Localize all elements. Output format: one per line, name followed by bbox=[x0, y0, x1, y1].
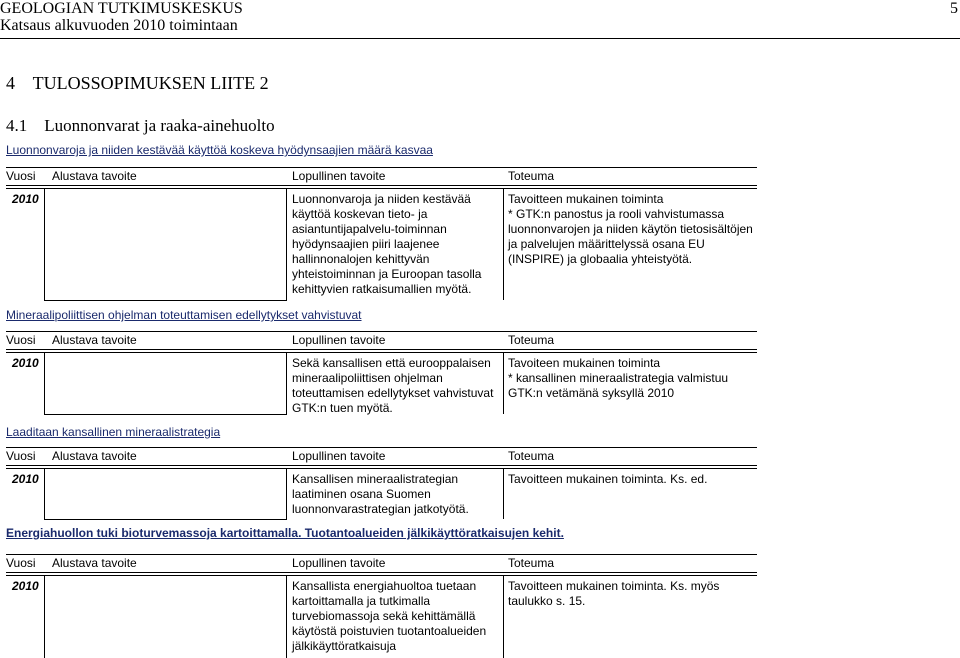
header-org: GEOLOGIAN TUTKIMUSKESKUS bbox=[0, 0, 243, 17]
col-header-lopullinen: Lopullinen tavoite bbox=[292, 556, 386, 570]
year-cell: 2010 bbox=[12, 192, 39, 206]
page-number: 5 bbox=[950, 0, 958, 17]
col-header-alustava: Alustava tavoite bbox=[52, 333, 137, 347]
table-row bbox=[6, 188, 757, 300]
table-header-row bbox=[6, 447, 757, 466]
block-heading: Luonnonvaroja ja niiden kestävää käyttöä koskeva hyödynsaajien määrä kasvaa bbox=[6, 143, 433, 157]
table-header-row bbox=[6, 167, 757, 186]
col-header-toteuma: Toteuma bbox=[508, 169, 555, 183]
col-header-alustava: Alustava tavoite bbox=[52, 449, 137, 463]
col-header-vuosi: Vuosi bbox=[6, 449, 36, 463]
header-rule bbox=[0, 38, 960, 39]
toteuma-cell: Tavoitteen mukainen toiminta. Ks. ed. bbox=[508, 472, 708, 486]
block-heading: Laaditaan kansallinen mineraalistrategia bbox=[6, 425, 221, 439]
toteuma-cell: Tavoitteen mukainen toiminta * GTK:n panostus ja rooli vahvistumassa luonnonvarojen ja niiden käytön tietosisältöjen ja palvelujen määrittelyssä osana EU (INSPIRE) ja globaalia yhteistyötä. bbox=[508, 192, 753, 266]
goal-table bbox=[6, 167, 757, 300]
lopullinen-cell: Sekä kansallisen että eurooppalaisen mineraalipoliittisen ohjelman toteuttamisen edellytykset vahvistuvat GTK:n tuen myötä. bbox=[292, 356, 494, 415]
col-header-vuosi: Vuosi bbox=[6, 333, 36, 347]
col-header-vuosi: Vuosi bbox=[6, 556, 36, 570]
goal-table bbox=[6, 447, 757, 519]
col-header-lopullinen: Lopullinen tavoite bbox=[292, 169, 386, 183]
block-heading: Energiahuollon tuki bioturvemassoja kartoittamalla. Tuotantoalueiden jälkikäyttöratkaisujen kehit. bbox=[6, 526, 564, 540]
col-header-lopullinen: Lopullinen tavoite bbox=[292, 333, 386, 347]
year-cell: 2010 bbox=[12, 472, 39, 486]
table-header-row bbox=[6, 331, 757, 350]
col-header-lopullinen: Lopullinen tavoite bbox=[292, 449, 386, 463]
toteuma-cell: Tavoiteen mukainen toiminta * kansallinen mineraalistrategia valmistuu GTK:n vetämänä syksyllä 2010 bbox=[508, 356, 729, 400]
col-header-toteuma: Toteuma bbox=[508, 333, 555, 347]
table-row bbox=[6, 352, 757, 414]
toteuma-cell: Tavoitteen mukainen toiminta. Ks. myös taulukko s. 15. bbox=[508, 579, 720, 608]
goal-table bbox=[6, 331, 757, 414]
lopullinen-cell: Kansallisen mineraalistrategian laatiminen osana Suomen luonnonvarastrategian jatkotyötä. bbox=[292, 472, 469, 516]
goal-table bbox=[6, 554, 757, 658]
col-header-alustava: Alustava tavoite bbox=[52, 169, 137, 183]
block-heading: Mineraalipoliittisen ohjelman toteuttamisen edellytykset vahvistuvat bbox=[6, 308, 362, 322]
lopullinen-cell: Luonnonvaroja ja niiden kestävää käyttöä koskevan tieto- ja asiantuntijapalvelu-toiminnan hyödynsaajien piiri laajenee hallinnonalojen kehittyvän yhteistoiminnan ja Euroopan tasolla kehittyvien ratkaisumallien myötä. bbox=[292, 192, 482, 296]
section-title: 4.1 Luonnonvarat ja raaka-ainehuolto bbox=[6, 116, 275, 135]
lopullinen-cell: Kansallista energiahuoltoa tuetaan kartoittamalla ja tutkimalla turvebiomassoja sekä kehittämällä käytöstä poistuvien tuotantoalueiden jälkikäyttöratkaisuja bbox=[292, 579, 487, 653]
col-header-alustava: Alustava tavoite bbox=[52, 556, 137, 570]
year-cell: 2010 bbox=[12, 579, 39, 593]
table-row bbox=[6, 468, 757, 519]
header-subtitle: Katsaus alkuvuoden 2010 toimintaan bbox=[0, 17, 238, 34]
col-header-toteuma: Toteuma bbox=[508, 556, 555, 570]
col-header-vuosi: Vuosi bbox=[6, 169, 36, 183]
chapter-title: 4 TULOSSOPIMUKSEN LIITE 2 bbox=[6, 73, 269, 93]
year-cell: 2010 bbox=[12, 356, 39, 370]
table-row bbox=[6, 575, 757, 658]
table-header-row bbox=[6, 554, 757, 573]
col-header-toteuma: Toteuma bbox=[508, 449, 555, 463]
